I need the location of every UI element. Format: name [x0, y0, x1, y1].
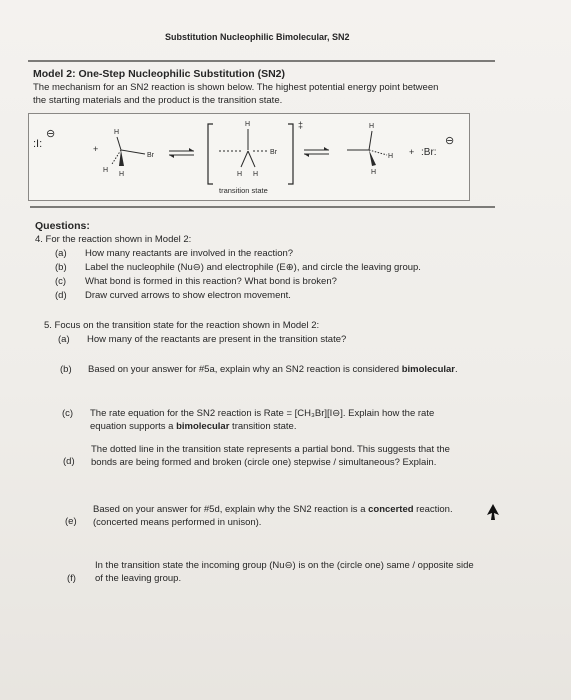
ts-h-left: H [237, 171, 243, 178]
q4b-text: Label the nucleophile (Nu⊖) and electrophile (E⊕), and circle the leaving group. [85, 262, 421, 273]
q5c-bold-term: bimolecular [176, 421, 230, 432]
cbr-bond [121, 150, 145, 154]
q5b-text-part: Based on your answer for #5a, explain why an SN2 reaction is considered [88, 364, 402, 375]
ts-br-label: Br [270, 149, 277, 156]
bromide-charge: ⊖ [445, 135, 455, 147]
q5e-text-end: reaction. [413, 504, 453, 515]
ts-ch-bond-3 [248, 151, 255, 167]
q4c-letter: (c) [55, 276, 67, 287]
eq-arrow-head-2 [169, 155, 174, 158]
q5b-bold-term: bimolecular [401, 364, 456, 375]
q5e-line-1 [93, 504, 453, 515]
q5e-line-2: (concerted means performed in unison). [93, 517, 262, 528]
ts-ch-bond-2 [241, 151, 248, 167]
questions-heading: Questions: [35, 220, 90, 232]
q5f-letter: (f) [67, 573, 76, 584]
h-hash: H [103, 167, 109, 174]
product-ch-bond [369, 131, 372, 150]
q4c-text: What bond is formed in this reaction? What bond is broken? [85, 276, 337, 287]
ts-h-right: H [253, 171, 259, 178]
product-h-hash: H [388, 153, 394, 160]
model-description-line-1: The mechanism for an SN2 reaction is shown below. The highest potential energy point between [33, 82, 439, 93]
q5d-letter: (d) [63, 456, 75, 467]
q5b-text [88, 364, 458, 375]
ch-wedge-bond [119, 150, 124, 166]
mechanism-drawing [29, 114, 469, 200]
q5f-line-1: In the transition state the incoming group (Nu⊖) is on the (circle one) same / opposite side [95, 560, 474, 571]
q5c-text-part: equation supports a [90, 421, 177, 432]
q4a-text: How many reactants are involved in the reaction? [85, 248, 294, 259]
q5c-line-1: The rate equation for the SN2 reaction is Rate = [CH₃Br][I⊖]. Explain how the rate [90, 408, 435, 419]
q5b-text-end: . [455, 364, 458, 375]
q5a-text: How many of the reactants are present in the transition state? [87, 334, 347, 345]
q4d-letter: (d) [55, 290, 67, 301]
q4b-letter: (b) [55, 262, 67, 273]
q5a-letter: (a) [58, 334, 70, 345]
page-title: Substitution Nucleophilic Bimolecular, SN2 [165, 32, 350, 42]
mouse-cursor-icon [486, 503, 500, 521]
ts-h-top: H [245, 121, 251, 128]
eq2-arrow-head-2 [304, 154, 309, 157]
plus-sign-1: + [93, 144, 99, 154]
question-5: 5. Focus on the transition state for the reaction shown in Model 2: [44, 320, 320, 331]
q5e-bold-term: concerted [368, 504, 414, 515]
q5c-line-2 [90, 421, 296, 432]
bromide-label: :Br: [421, 147, 437, 158]
divider [30, 206, 495, 208]
product-h-top: H [369, 123, 375, 130]
ts-double-dagger: ‡ [298, 120, 304, 130]
eq2-arrow-head-1 [324, 147, 329, 150]
ch-bond [117, 137, 121, 150]
transition-state-label: transition state [219, 186, 268, 195]
iodide-charge: ⊖ [46, 128, 56, 140]
q5f-line-2: of the leaving group. [95, 573, 182, 584]
h-wedge: H [119, 171, 125, 178]
br-label-1: Br [147, 152, 154, 159]
q4a-letter: (a) [55, 248, 67, 259]
model-title: Model 2: One-Step Nucleophilic Substitution (SN2) [33, 68, 286, 80]
product-wedge-bond [369, 150, 376, 166]
q5d-line-1: The dotted line in the transition state represents a partial bond. This suggests that the [91, 444, 450, 455]
ts-bracket-left [208, 124, 213, 184]
plus-sign-2: + [409, 147, 415, 157]
question-4: 4. For the reaction shown in Model 2: [35, 234, 192, 245]
q5e-text-part: Based on your answer for #5d, explain why the SN2 reaction is a [93, 504, 369, 515]
q4d-text: Draw curved arrows to show electron movement. [85, 290, 291, 301]
product-h-wedge: H [371, 169, 377, 176]
h-top-left: H [114, 129, 120, 136]
product-hash-bond [369, 150, 387, 155]
q5c-letter: (c) [62, 408, 74, 419]
ts-bracket-right [288, 124, 293, 184]
q5c-text-end: transition state. [229, 421, 297, 432]
divider [28, 60, 495, 62]
sn2-mechanism-diagram [28, 113, 470, 201]
q5d-line-2: bonds are being formed and broken (circle one) stepwise / simultaneous? Explain. [91, 457, 437, 468]
q5b-letter: (b) [60, 364, 72, 375]
iodide-label: :I: [33, 138, 43, 150]
model-description-line-2: the starting materials and the product is the transition state. [33, 95, 283, 106]
q5e-letter: (e) [65, 516, 77, 527]
eq-arrow-head-1 [189, 148, 194, 151]
